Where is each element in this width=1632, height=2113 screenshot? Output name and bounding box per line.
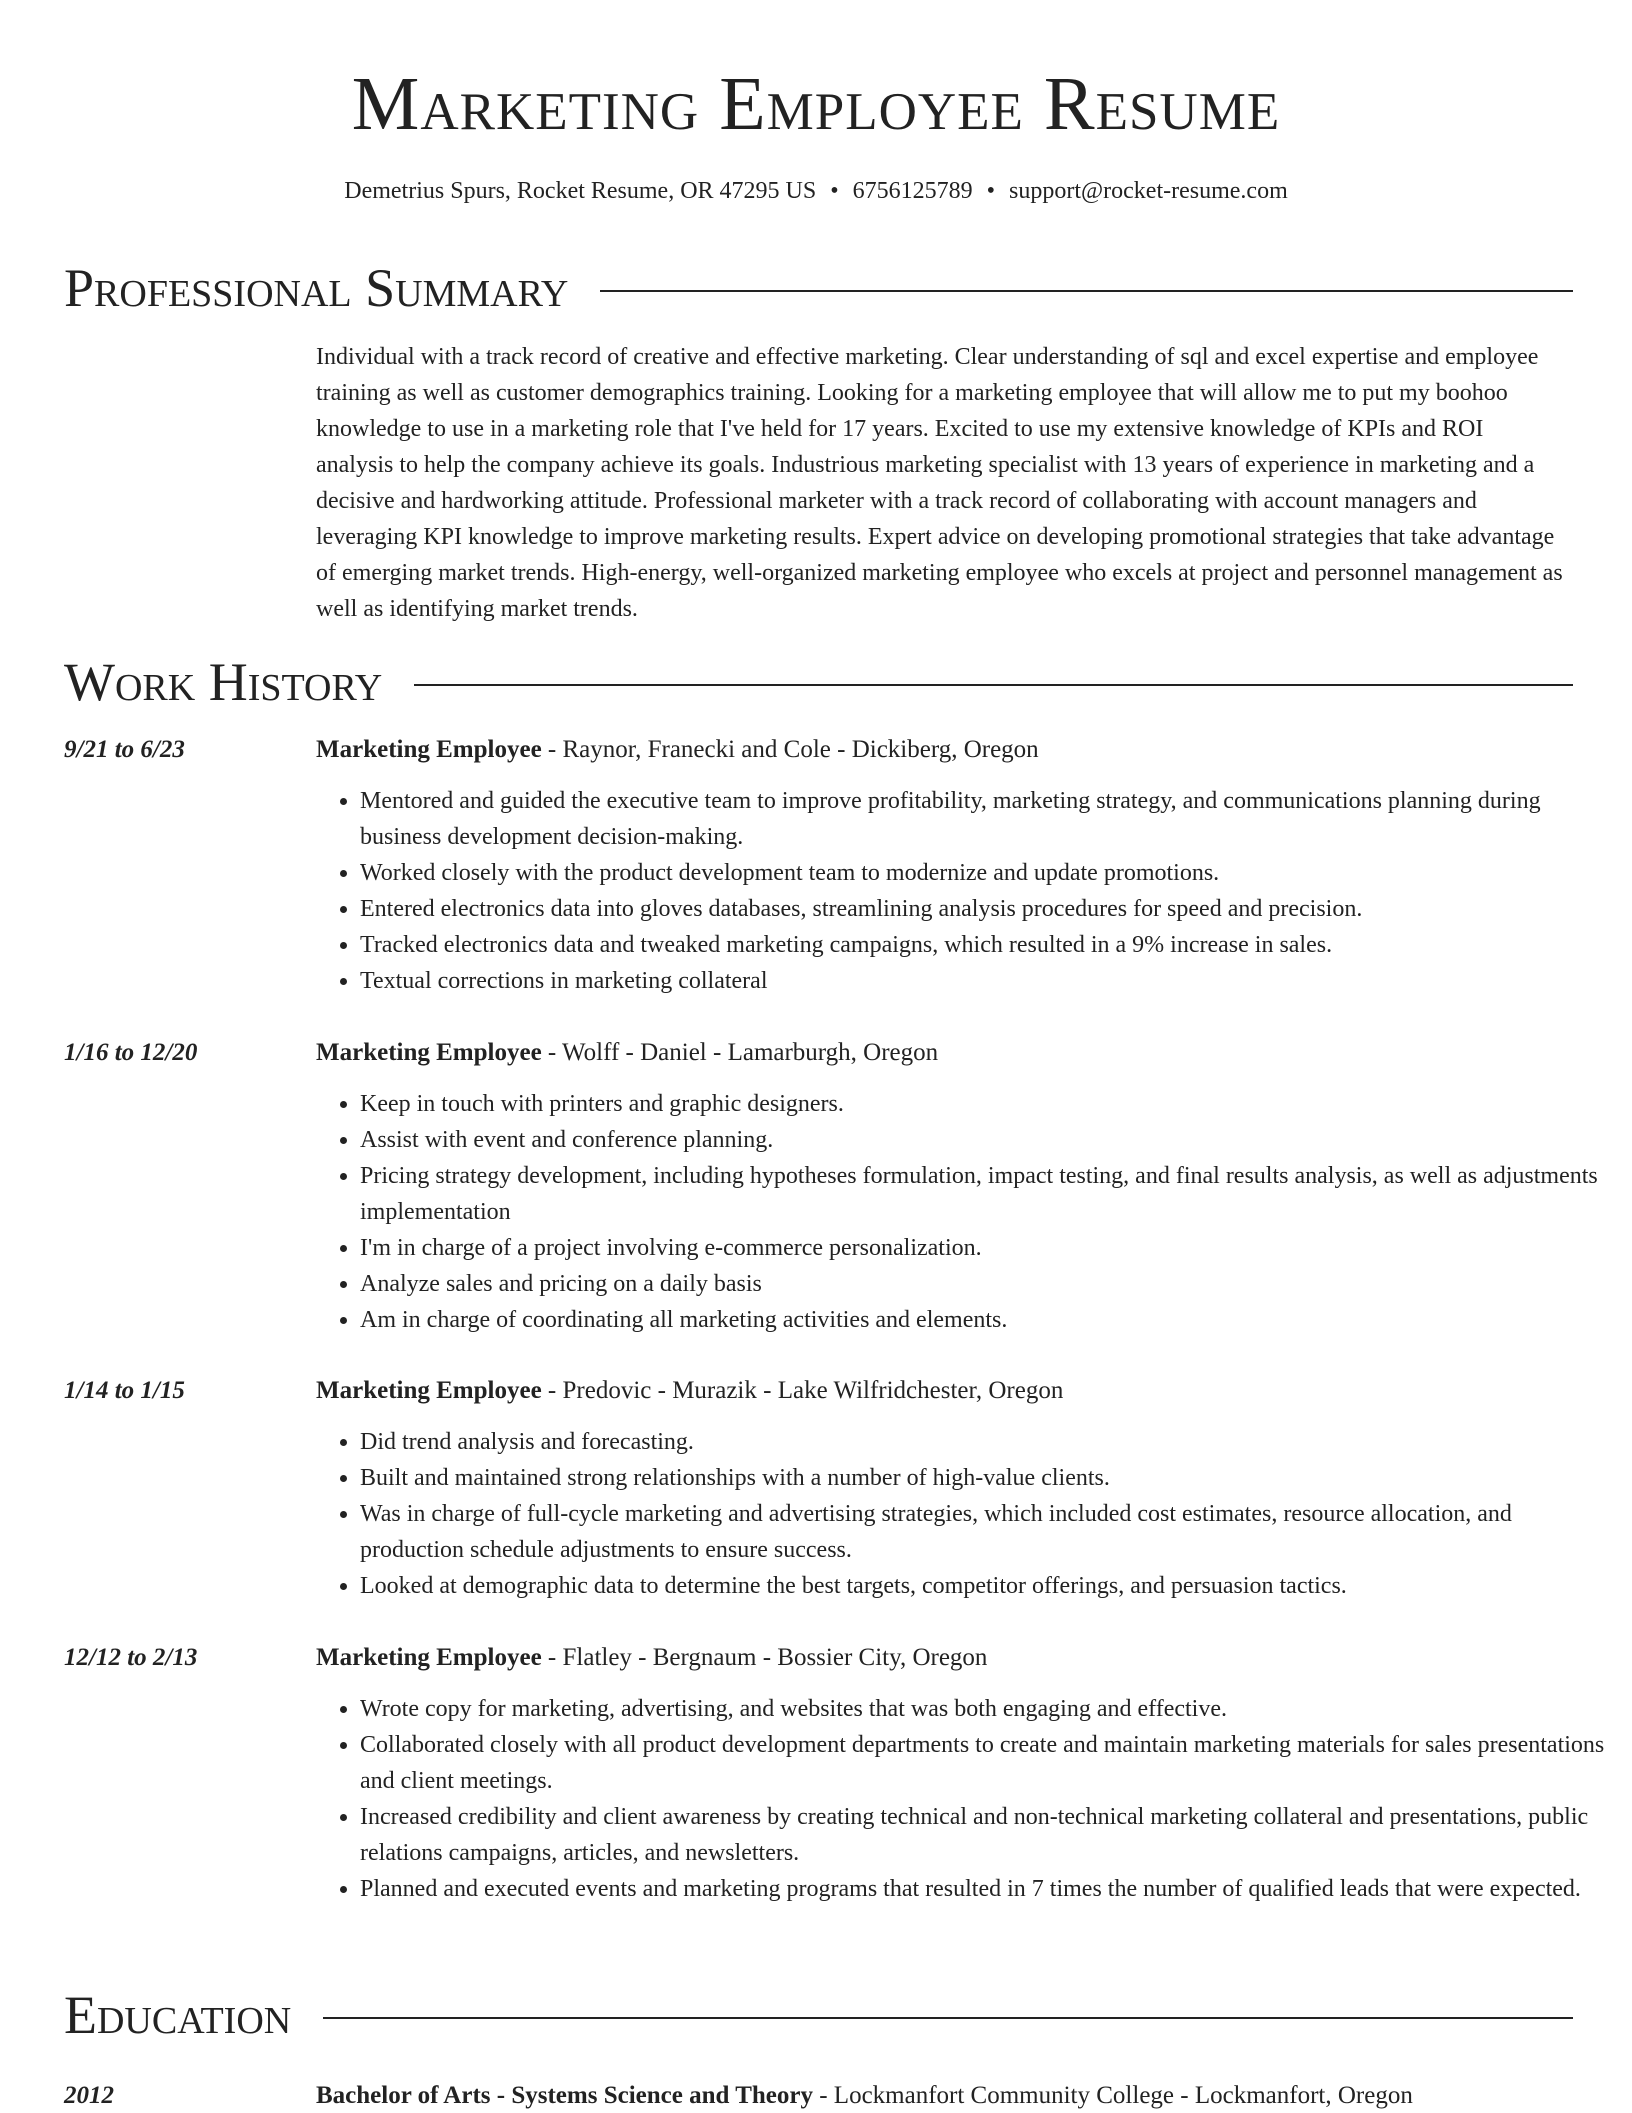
section-header-summary xyxy=(64,258,1573,318)
contact-phone: 6756125789 xyxy=(852,178,973,204)
section-title-work: Work History xyxy=(64,652,383,712)
job-bullet: • Looked at demographic data to determine the best targets, competitor offerings, and persuasion tactics. xyxy=(360,1568,1610,1604)
job-dates: 1/14 to 1/15 xyxy=(64,1377,185,1404)
job-bullet: • Built and maintained strong relationships with a number of high-value clients. xyxy=(360,1460,1610,1496)
job-bullet: • Textual corrections in marketing collateral xyxy=(360,963,1610,999)
job-heading xyxy=(316,1641,1576,1675)
contact-address: Demetrius Spurs, Rocket Resume, OR 47295 US xyxy=(344,178,817,204)
job-title: Marketing Employee xyxy=(316,1644,542,1671)
job-title: Marketing Employee xyxy=(316,1377,542,1404)
education-degree: Bachelor of Arts - Systems Science and Theory xyxy=(316,2082,813,2109)
job-heading xyxy=(316,1374,1576,1408)
job-dates: 12/12 to 2/13 xyxy=(64,1644,198,1671)
job-bullet: • Pricing strategy development, including hypotheses formulation, impact testing, and final results analysis, as well as adjustments implementation xyxy=(360,1158,1610,1230)
job-employer: - Flatley - Bergnaum - Bossier City, Oregon xyxy=(541,1644,988,1671)
contact-separator: • xyxy=(986,178,996,204)
contact-line xyxy=(0,174,1632,208)
section-header-education xyxy=(64,1985,1573,2045)
job-heading xyxy=(316,733,1576,767)
job-bullet: • Tracked electronics data and tweaked marketing campaigns, which resulted in a 9% increase in sales. xyxy=(360,927,1610,963)
section-title-summary: Professional Summary xyxy=(64,258,569,318)
education-heading xyxy=(316,2079,1576,2113)
section-rule xyxy=(414,684,1573,686)
job-dates: 1/16 to 12/20 xyxy=(64,1039,198,1066)
section-title-education: Education xyxy=(64,1985,292,2045)
job-bullets xyxy=(316,1086,1610,1338)
job-title: Marketing Employee xyxy=(316,1039,542,1066)
summary-text: Individual with a track record of creative and effective marketing. Clear understanding of sql and excel expertise and employee training as well as customer demographics training. Looking for a marketing employee that will allow me to put my boohoo knowledge to use in a marketing role that I've held for 17 years. Excited to use my extensive knowledge of KPIs and ROI analysis to help the company achieve its goals. Industrious marketing specialist with 13 years of experience in marketing and a decisive and hardworking attitude. Professional marketer with a track record of collaborating with account managers and leveraging KPI knowledge to improve marketing results. Expert advice on developing promotional strategies that take advantage of emerging market trends. High-energy, well-organized marketing employee who excels at project and personnel management as well as identifying market trends. xyxy=(316,344,1563,622)
section-rule xyxy=(323,2017,1573,2019)
job-bullet: • Am in charge of coordinating all marketing activities and elements. xyxy=(360,1302,1610,1338)
job-bullets xyxy=(316,1424,1610,1604)
job-title: Marketing Employee xyxy=(316,736,542,763)
job-heading xyxy=(316,1036,1576,1070)
job-dates: 9/21 to 6/23 xyxy=(64,736,185,763)
section-rule xyxy=(600,290,1573,292)
contact-email: support@rocket-resume.com xyxy=(1009,178,1288,204)
resume-title: Marketing Employee Resume xyxy=(351,62,1281,146)
job-bullet: • Did trend analysis and forecasting. xyxy=(360,1424,1610,1460)
job-bullet: • Wrote copy for marketing, advertising, and websites that was both engaging and effective. xyxy=(360,1691,1610,1727)
job-bullet: • Collaborated closely with all product development departments to create and maintain marketing materials for sales presentations and client meetings. xyxy=(360,1727,1610,1799)
job-bullet: • Was in charge of full-cycle marketing and advertising strategies, which included cost estimates, resource allocation, and production schedule adjustments to ensure success. xyxy=(360,1496,1610,1568)
job-employer: - Predovic - Murazik - Lake Wilfridchester, Oregon xyxy=(541,1377,1064,1404)
job-bullet: • Analyze sales and pricing on a daily basis xyxy=(360,1266,1610,1302)
job-bullet: • Entered electronics data into gloves databases, streamlining analysis procedures for speed and precision. xyxy=(360,891,1610,927)
job-bullet: • Keep in touch with printers and graphic designers. xyxy=(360,1086,1610,1122)
job-bullet: • I'm in charge of a project involving e-commerce personalization. xyxy=(360,1230,1610,1266)
education-year: 2012 xyxy=(64,2082,114,2109)
contact-separator: • xyxy=(830,178,839,204)
job-bullet: • Worked closely with the product development team to modernize and update promotions. xyxy=(360,855,1610,891)
job-bullet: • Increased credibility and client awareness by creating technical and non-technical marketing collateral and presentations, public relations campaigns, articles, and newsletters. xyxy=(360,1799,1610,1871)
section-header-work xyxy=(64,652,1573,712)
job-bullet: • Mentored and guided the executive team to improve profitability, marketing strategy, and communications planning during business development decision-making. xyxy=(360,783,1610,855)
job-bullets xyxy=(316,1691,1610,1907)
job-bullet: • Planned and executed events and marketing programs that resulted in 7 times the number of qualified leads that were expected. xyxy=(360,1871,1610,1907)
job-bullet: • Assist with event and conference planning. xyxy=(360,1122,1610,1158)
education-school: - Lockmanfort Community College - Lockmanfort, Oregon xyxy=(812,2082,1413,2109)
job-bullets xyxy=(316,783,1610,999)
job-employer: - Wolff - Daniel - Lamarburgh, Oregon xyxy=(541,1039,939,1066)
job-employer: - Raynor, Franecki and Cole - Dickiberg, Oregon xyxy=(541,736,1039,763)
